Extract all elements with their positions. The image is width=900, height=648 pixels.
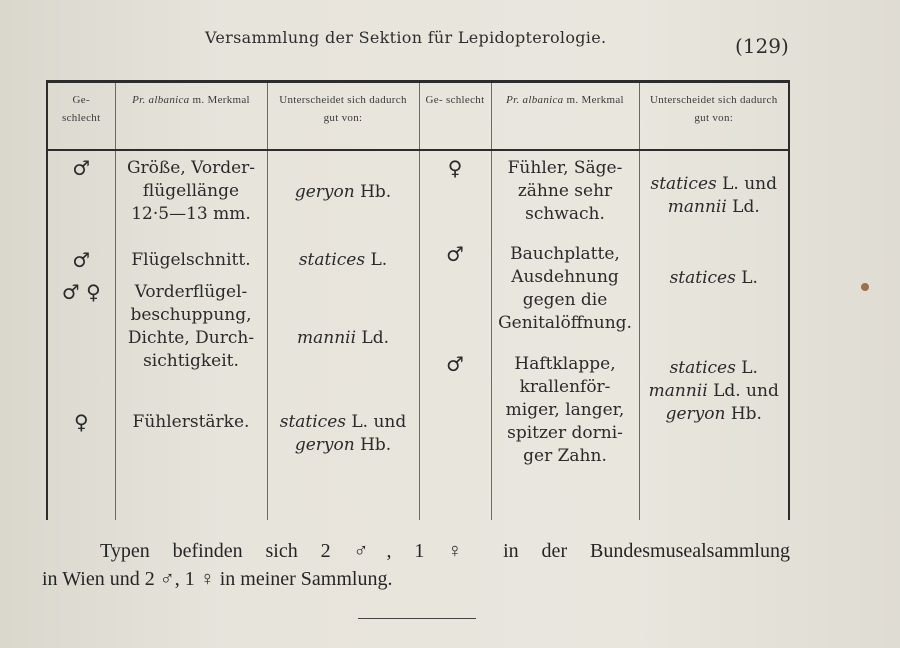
compare-column-left [267,150,419,520]
compare-column-right [639,150,789,520]
comparison-table [46,80,790,520]
compare-text: statices L. und mannii Ld. [650,174,778,217]
feature-text: Fühlerstärke. [132,412,250,432]
paper-speck [861,283,869,291]
sex-symbol: ♂ ♀ [61,280,101,304]
feature-text: Vorderflügel- beschuppung, Dichte, Durch- sichtigkeit. [127,282,255,371]
header-feature-left: Pr. albanica m. Merkmal [115,82,267,151]
feature-text: Bauchplatte, Ausdehnung gegen die Genitalöffnung. [498,244,632,333]
compare-text: statices L. mannii Ld. und geryon Hb. [648,358,779,424]
sex-symbol: ♀ [73,410,89,434]
compare-text: statices L. [669,268,758,288]
page-number: (129) [735,34,789,58]
header-feature-right: Pr. albanica m. Merkmal [491,82,639,151]
feature-text: Haftklappe, krallenför- miger, langer, spitzer dorni- ger Zahn. [505,354,625,466]
feature-text: Fühler, Säge- zähne sehr schwach. [507,158,623,224]
header-sex-left: Ge- schlecht [47,82,115,151]
feature-text: Flügelschnitt. [131,250,251,270]
header-compare-right: Unterscheidet sich dadurch gut von: [639,82,789,151]
feature-text: Größe, Vorder- flügellänge 12·5—13 mm. [126,158,256,224]
footer-text-line-1: Typen befinden sich 2 ♂, 1 ♀ in der Bundesmusealsammlung [100,540,790,562]
header-sex-right: Ge- schlecht [419,82,491,151]
sex-symbol: ♀ [447,156,463,180]
compare-text: statices L. und geryon Hb. [279,412,407,455]
sex-symbol: ♂ [72,248,91,272]
compare-text: geryon Hb. [294,182,392,202]
footer-text-line-2: in Wien und 2 ♂, 1 ♀ in meiner Sammlung. [42,568,393,590]
sex-column-right [419,150,491,520]
compare-text: statices L. [298,250,388,270]
closing-rule [358,618,476,619]
feature-column-right [491,150,639,520]
sex-symbol: ♂ [72,156,91,180]
running-title: Versammlung der Sektion für Lepidopterologie. [205,28,607,47]
sex-column-left [47,150,115,520]
feature-column-left [115,150,267,520]
table-body-row [47,150,789,520]
sex-symbol: ♂ [446,242,464,266]
compare-text: mannii Ld. [296,328,389,348]
table-header-row [47,82,789,151]
sex-symbol: ♂ [446,352,464,376]
header-compare-left: Unterscheidet sich dadurch gut von: [267,82,419,151]
